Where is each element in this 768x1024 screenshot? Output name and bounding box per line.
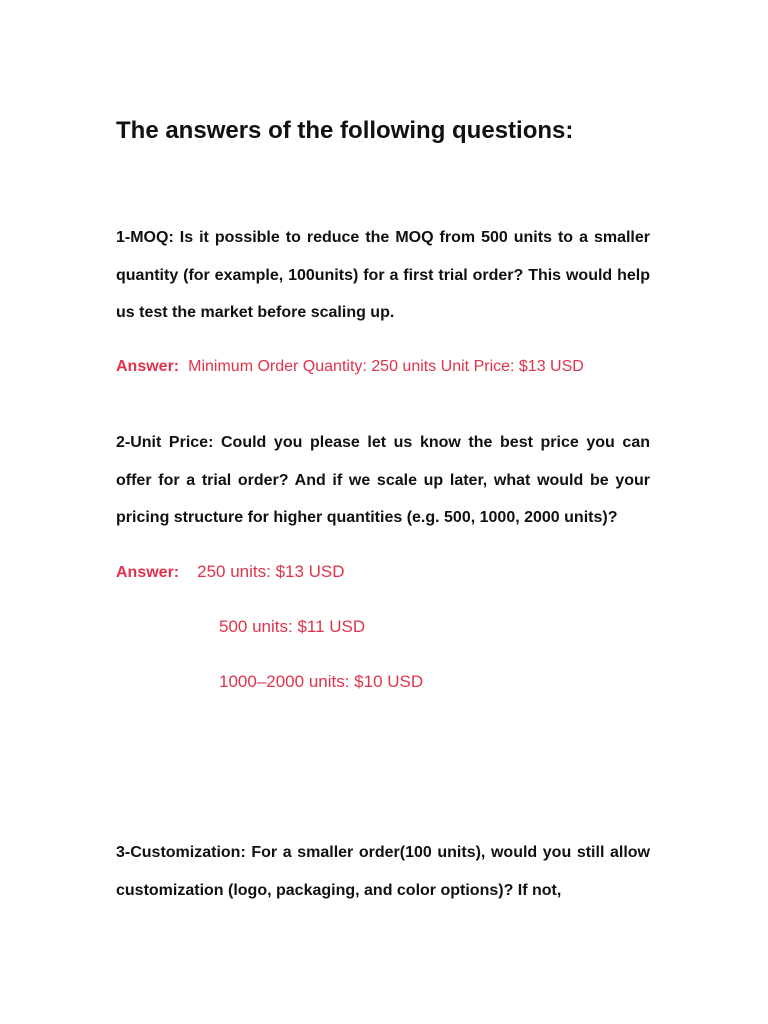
question-customization: 3-Customization: For a smaller order(100 units), would you still allow customization (logo, packaging, and color options)? If not, bbox=[116, 844, 650, 899]
answer-price-tier-3: 1000–2000 units: $10 USD bbox=[219, 672, 424, 691]
answer-unit-price bbox=[116, 562, 345, 582]
answer-text: Minimum Order Quantity: 250 units Unit Price: $13 USD bbox=[188, 358, 584, 375]
answer-label: Answer: bbox=[116, 358, 180, 375]
question-moq: 1-MOQ: Is it possible to reduce the MOQ from 500 units to a smaller quantity (for example, 100units) for a first trial order? This would help us test the market before scaling up. bbox=[116, 229, 650, 321]
document-title: The answers of the following questions: bbox=[116, 117, 574, 144]
answer-label: Answer: bbox=[116, 564, 180, 581]
answer-price-tier-1: 250 units: $13 USD bbox=[197, 562, 345, 581]
question-unit-price: 2-Unit Price: Could you please let us know the best price you can offer for a trial order? And if we scale up later, what would be your pricing structure for higher quantities (e.g. 500, 1000, 2000 units)? bbox=[116, 434, 650, 526]
answer-moq bbox=[116, 358, 584, 376]
answer-price-tier-2: 500 units: $11 USD bbox=[219, 617, 366, 636]
